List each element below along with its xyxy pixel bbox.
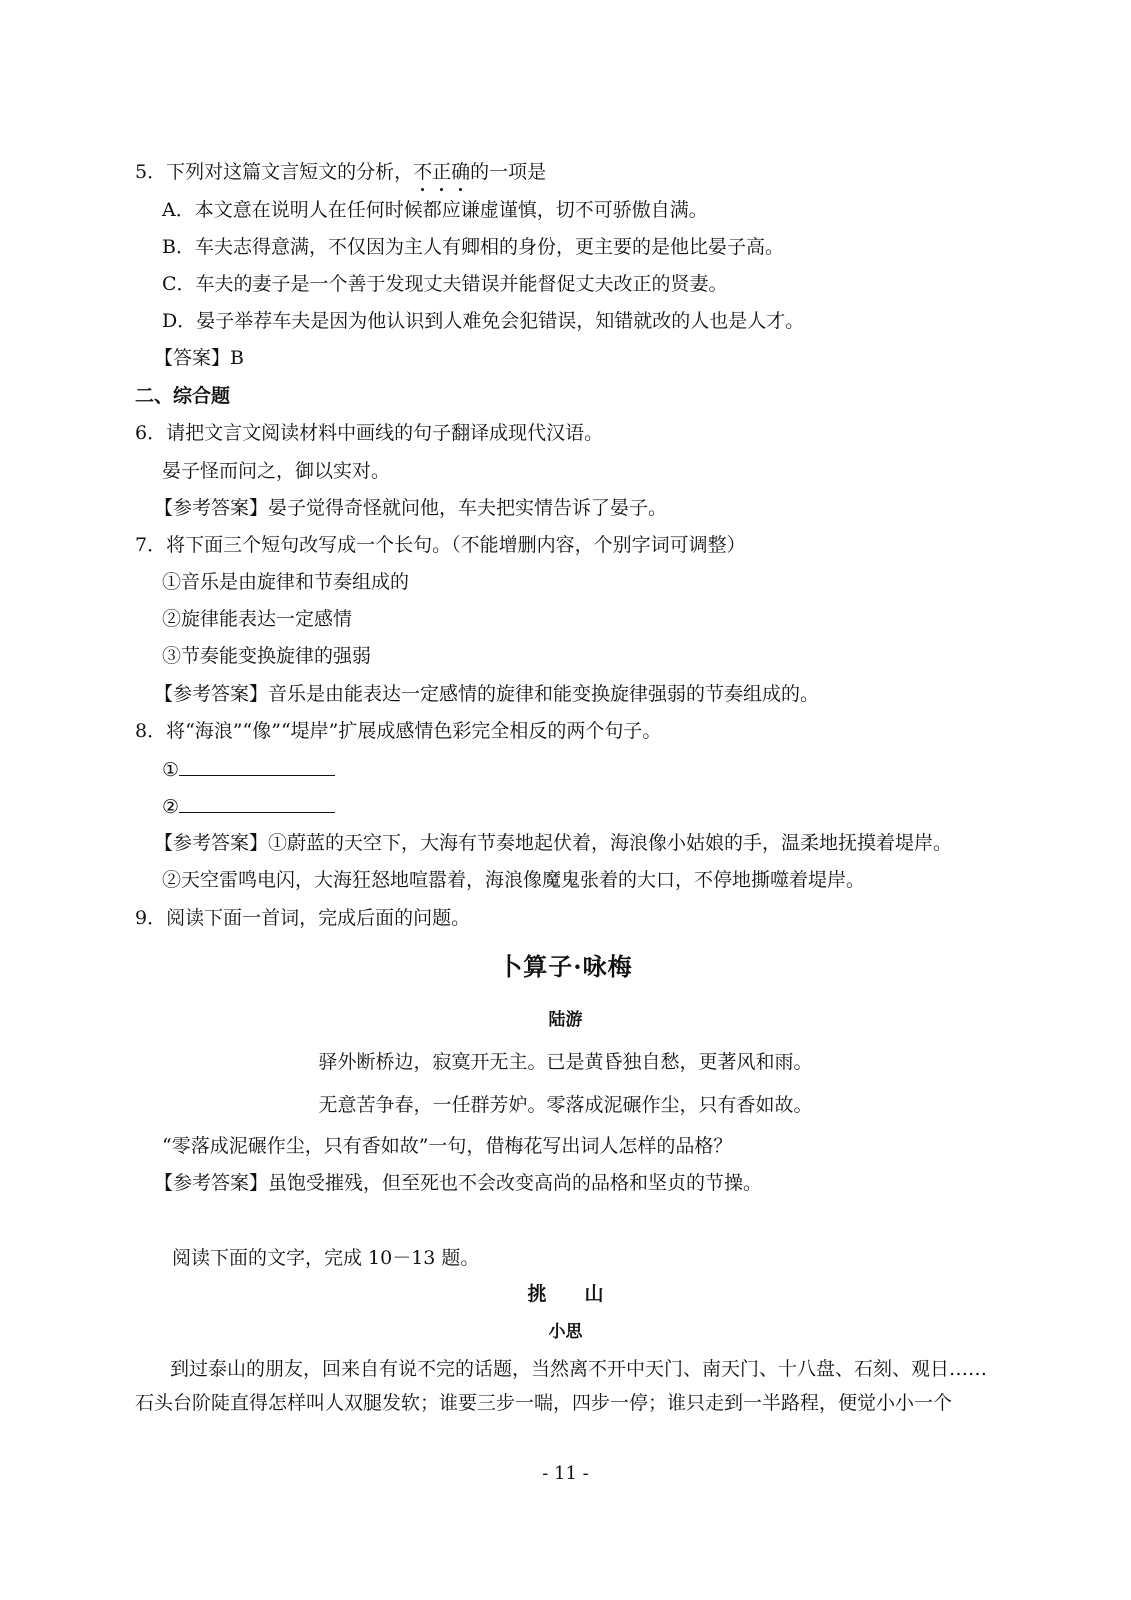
q8-blank-2-label: ② <box>162 796 180 818</box>
passage-line-1: 到过泰山的朋友，回来自有说不完的话题，当然离不开中天门、南天门、十八盘、石刻、观日…… <box>170 1358 988 1380</box>
page-number: - 11 - <box>542 1463 589 1484</box>
q8-blank-2 <box>162 794 335 819</box>
q5-stem <box>135 160 546 184</box>
q9-question: “零落成泥碾作尘，只有香如故”一句，借梅花写出词人怎样的品格？ <box>162 1135 733 1157</box>
q8-blank-2-line <box>179 794 335 813</box>
q9-stem: 9．阅读下面一首词，完成后面的问题。 <box>135 907 471 929</box>
q8-answer-1: 【参考答案】①蔚蓝的天空下，大海有节奏地起伏着，海浪像小姑娘的手，温柔地抚摸着堤岸。 <box>154 832 953 854</box>
q5-stem-after: 的一项是 <box>470 161 547 183</box>
q5-dotted-char-1: 不 <box>413 161 433 183</box>
passage-line-2: 石头台阶陡直得怎样叫人双腿发软；谁要三步一喘，四步一停；谁只走到一半路程，便觉小小一个 <box>135 1392 953 1414</box>
q7-item-1: ①音乐是由旋律和节奏组成的 <box>162 571 410 593</box>
poem-line-1: 驿外断桥边，寂寞开无主。已是黄昏独自愁，更著风和雨。 <box>318 1051 813 1073</box>
q5-dotted-char-3: 确 <box>451 161 471 183</box>
q8-answer-2: ②天空雷鸣电闪，大海狂怒地喧嚣着，海浪像魔鬼张着的大口，不停地撕噬着堤岸。 <box>162 869 866 891</box>
q8-stem: 8．将“海浪”“像”“堤岸”扩展成感情色彩完全相反的两个句子。 <box>135 720 662 742</box>
q5-dotted-char-2: 正 <box>432 161 452 183</box>
q9-answer: 【参考答案】虽饱受摧残，但至死也不会改变高尚的品格和坚贞的节操。 <box>154 1172 763 1194</box>
q8-blank-1 <box>162 757 335 782</box>
q5-option-c: C．车夫的妻子是一个善于发现丈夫错误并能督促丈夫改正的贤妻。 <box>162 273 728 295</box>
q7-item-2: ②旋律能表达一定感情 <box>162 608 353 630</box>
q7-item-3: ③节奏能变换旋律的强弱 <box>162 645 372 667</box>
q6-stem: 6．请把文言文阅读材料中画线的句子翻译成现代汉语。 <box>135 422 604 444</box>
passage-title: 挑 山 <box>527 1283 604 1305</box>
q7-answer: 【参考答案】音乐是由能表达一定感情的旋律和能变换旋律强弱的节奏组成的。 <box>154 683 820 705</box>
q8-blank-1-label: ① <box>162 759 180 781</box>
poem-line-2: 无意苦争春，一任群芳妒。零落成泥碾作尘，只有香如故。 <box>318 1094 813 1116</box>
section-heading: 二、综合题 <box>135 385 231 407</box>
q8-blank-1-line <box>179 757 335 776</box>
poem-title: 卜算子·咏梅 <box>498 952 633 981</box>
q5-stem-before: 5．下列对这篇文言短文的分析， <box>135 161 414 183</box>
q5-option-d: D．晏子举荐车夫是因为他认识到人难免会犯错误，知错就改的人也是人才。 <box>162 310 805 332</box>
q7-stem: 7．将下面三个短句改写成一个长句。（不能增删内容，个别字词可调整） <box>135 534 746 556</box>
reading-intro: 阅读下面的文字，完成 10－13 题。 <box>172 1247 480 1269</box>
q5-option-b: B．车夫志得意满，不仅因为主人有卿相的身份，更主要的是他比晏子高。 <box>162 236 784 258</box>
q5-option-a: A．本文意在说明人在任何时候都应谦虚谨慎，切不可骄傲自满。 <box>162 199 708 221</box>
poem-author: 陆游 <box>548 1010 583 1030</box>
q5-answer: 【答案】B <box>154 347 244 369</box>
passage-author: 小思 <box>548 1322 583 1342</box>
q6-sentence: 晏子怪而问之，御以实对。 <box>162 460 391 482</box>
q6-answer: 【参考答案】晏子觉得奇怪就问他，车夫把实情告诉了晏子。 <box>154 497 668 519</box>
